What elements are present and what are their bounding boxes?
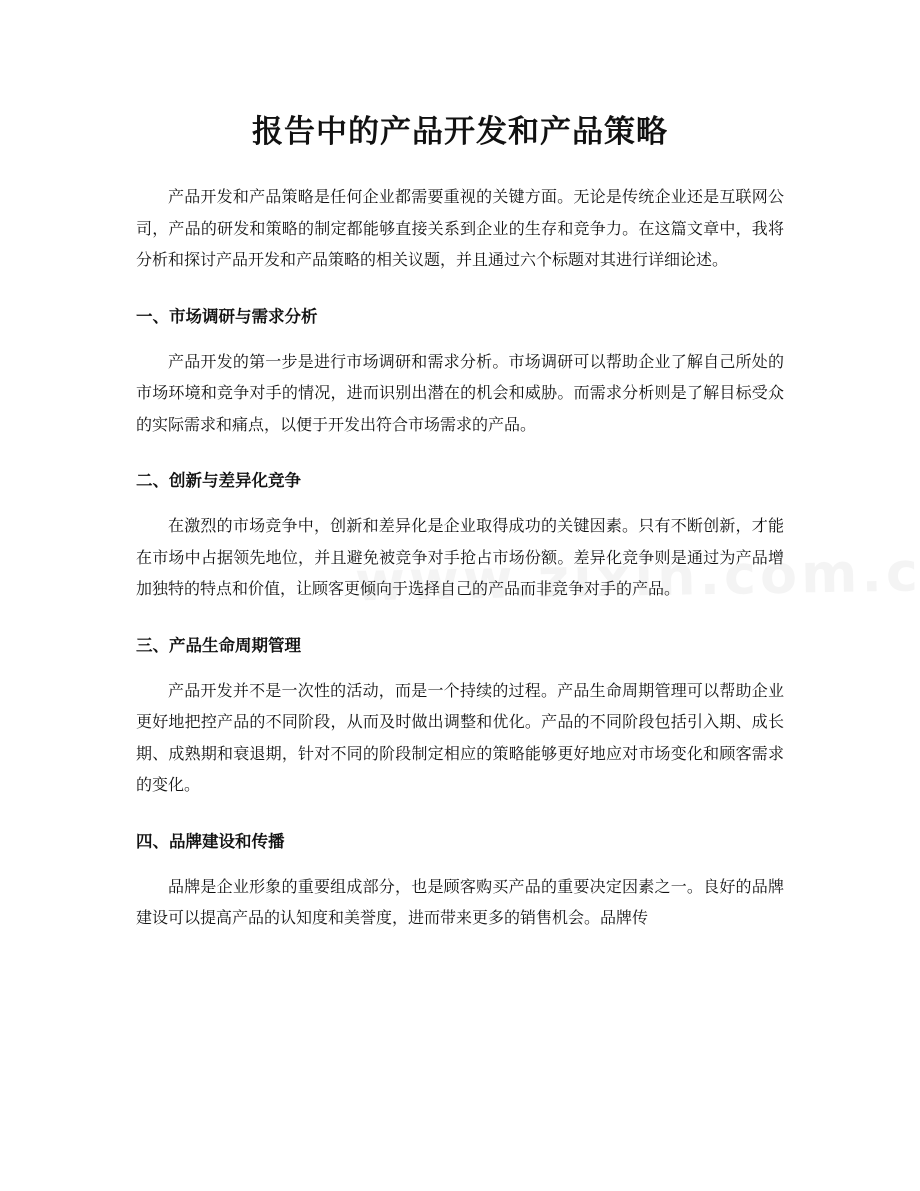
section-heading-1: 一、市场调研与需求分析 — [136, 306, 318, 326]
document-body — [136, 181, 784, 934]
section-body-3: 产品开发并不是一次性的活动，而是一个持续的过程。产品生命周期管理可以帮助企业更好地把控产品的不同阶段，从而及时做出调整和优化。产品的不同阶段包括引入期、成长期、成熟期和衰退期，针对不同的阶段制定相应的策略能够更好地应对市场变化和顾客需求的变化。 — [136, 680, 784, 794]
section-body-2: 在激烈的市场竞争中，创新和差异化是企业取得成功的关键因素。只有不断创新，才能在市场中占据领先地位，并且避免被竞争对手抢占市场份额。差异化竞争则是通过为产品增加独特的特点和价值，让顾客更倾向于选择自己的产品而非竞争对手的产品。 — [136, 516, 784, 598]
section-heading-4: 四、品牌建设和传播 — [136, 831, 285, 851]
intro-paragraph: 产品开发和产品策略是任何企业都需要重视的关键方面。无论是传统企业还是互联网公司，产品的研发和策略的制定都能够直接关系到企业的生存和竞争力。在这篇文章中，我将分析和探讨产品开发和产品策略的相关议题，并且通过六个标题对其进行详细论述。 — [136, 187, 784, 269]
section-body-1: 产品开发的第一步是进行市场调研和需求分析。市场调研可以帮助企业了解自己所处的市场环境和竞争对手的情况，进而识别出潜在的机会和威胁。而需求分析则是了解目标受众的实际需求和痛点，以便于开发出符合市场需求的产品。 — [136, 351, 784, 434]
section-heading-3: 三、产品生命周期管理 — [136, 635, 301, 655]
section-heading-2: 二、创新与差异化竞争 — [136, 471, 301, 490]
document-title: 报告中的产品开发和产品策略 — [252, 114, 668, 150]
section-body-4: 品牌是企业形象的重要组成部分，也是顾客购买产品的重要决定因素之一。良好的品牌建设可以提高产品的认知度和美誉度，进而带来更多的销售机会。品牌传 — [136, 876, 784, 927]
